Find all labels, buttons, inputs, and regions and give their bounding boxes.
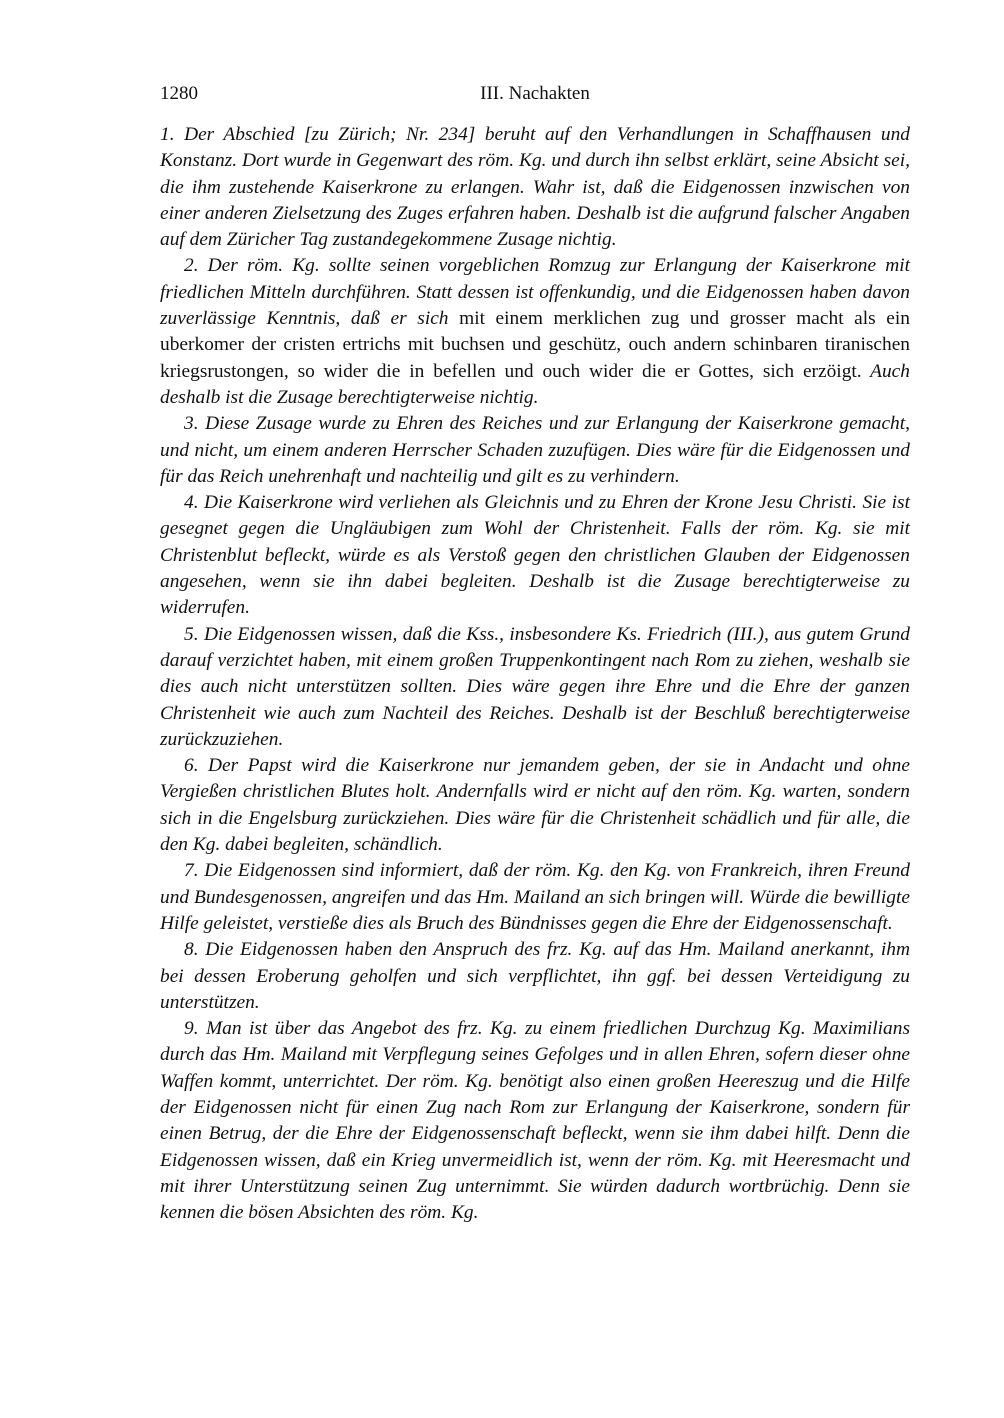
document-page xyxy=(160,82,910,1226)
paragraph-3: 3. Diese Zusage wurde zu Ehren des Reiches und zur Erlangung der Kaiserkrone gemacht, und nicht, um einem anderen Herrscher Schaden zuzufügen. Dies wäre für die Eidgenossen und für das Reich unehrenhaft und nachteilig und gilt es zu verhindern. xyxy=(160,413,910,487)
paragraph-5: 5. Die Eidgenossen wissen, daß die Kss., insbesondere Ks. Friedrich (III.), aus gutem Grund darauf verzichtet haben, mit einem großen Truppenkontingent nach Rom zu ziehen, weshalb sie dies auch nicht unterstützen sollten. Dies wäre gegen ihre Ehre und die Ehre der ganzen Christenheit wie auch zum Nachteil des Reiches. Deshalb ist der Beschluß berechtigterweise zurückzuziehen. xyxy=(160,623,910,750)
body-text xyxy=(160,122,910,1226)
paragraph-7: 7. Die Eidgenossen sind informiert, daß der röm. Kg. den Kg. von Frankreich, ihren Freund und Bundesgenossen, angreifen und das Hm. Mailand an sich bringen will. Würde die bewilligte Hilfe geleistet, verstieße dies als Bruch des Bündnisses gegen die Ehre der Eidgenossenschaft. xyxy=(160,860,910,934)
paragraph-2 xyxy=(160,253,910,411)
running-head xyxy=(160,82,910,106)
paragraph-2-quotation: mit einem merklichen zug und grosser macht als ein uberkomer der cristen ertrichs mit buchsen und geschütz, ouch andern schinbaren tiranischen kriegsrustongen, so wider die in befellen und ouch wider die er Gottes, sich erzöigt. xyxy=(160,308,911,382)
page-number: 1280 xyxy=(160,83,198,104)
paragraph-9: 9. Man ist über das Angebot des frz. Kg. zu einem friedlichen Durchzug Kg. Maximilians durch das Hm. Mailand mit Verpflegung seines Gefolges und in allen Ehren, sofern dieser ohne Waffen kommt, unterrichtet. Der röm. Kg. benötigt also einen großen Heereszug und die Hilfe der Eidgenossen nicht für einen Zug nach Rom zur Erlangung der Kaiserkrone, sondern für einen Betrug, der die Ehre der Eidgenossenschaft befleckt, wenn sie ihm dabei hilft. Denn die Eidgenossen wissen, daß ein Krieg unvermeidlich ist, wenn der röm. Kg. mit Heeresmacht und mit ihrer Unterstützung seinen Zug unternimmt. Sie würden dadurch wortbrüchig. Denn sie kennen die bösen Absichten des röm. Kg. xyxy=(160,1018,910,1224)
section-title: III. Nachakten xyxy=(480,83,590,104)
paragraph-1: 1. Der Abschied [zu Zürich; Nr. 234] beruht auf den Verhandlungen in Schaffhausen und Konstanz. Dort wurde in Gegenwart des röm. Kg. und durch ihn selbst erklärt, seine Absicht sei, die ihm zustehende Kaiserkrone zu erlangen. Wahr ist, daß die Eidgenossen inzwischen von einer anderen Zielsetzung des Zuges erfahren haben. Deshalb ist die aufgrund falscher Angaben auf dem Züricher Tag zustandegekommene Zusage nichtig. xyxy=(160,124,910,251)
paragraph-6: 6. Der Papst wird die Kaiserkrone nur jemandem geben, der sie in Andacht und ohne Vergießen christlichen Blutes holt. Andernfalls wird er nicht auf den röm. Kg. warten, sondern sich in die Engelsburg zurückziehen. Dies wäre für die Christenheit schädlich und für alle, die den Kg. dabei begleiten, schändlich. xyxy=(160,755,910,856)
paragraph-2-summary: 2. Der röm. Kg. sollte seinen vorgeblichen Romzug zur Erlangung der Kaiserkrone mit friedlichen Mitteln durchführen. Statt dessen ist offenkundig, und die Eidgenossen haben davon zuverlässige Kenntnis, daß er sich xyxy=(160,255,910,330)
paragraph-4: 4. Die Kaiserkrone wird verliehen als Gleichnis und zu Ehren der Krone Jesu Christi. Sie ist gesegnet gegen die Ungläubigen zum Wohl der Christenheit. Falls der röm. Kg. sie mit Christenblut befleckt, würde es als Verstoß gegen den christlichen Glauben der Eidgenossen angesehen, wenn sie ihn dabei begleiten. Deshalb ist die Zusage berechtigterweise zu widerrufen. xyxy=(160,492,910,619)
paragraph-2-conclusion: Auch deshalb ist die Zusage berechtigterweise nichtig. xyxy=(160,360,910,408)
paragraph-8: 8. Die Eidgenossen haben den Anspruch des frz. Kg. auf das Hm. Mailand anerkannt, ihm bei dessen Eroberung geholfen und sich verpflichtet, ihn ggf. bei dessen Verteidigung zu unterstützen. xyxy=(160,939,910,1013)
